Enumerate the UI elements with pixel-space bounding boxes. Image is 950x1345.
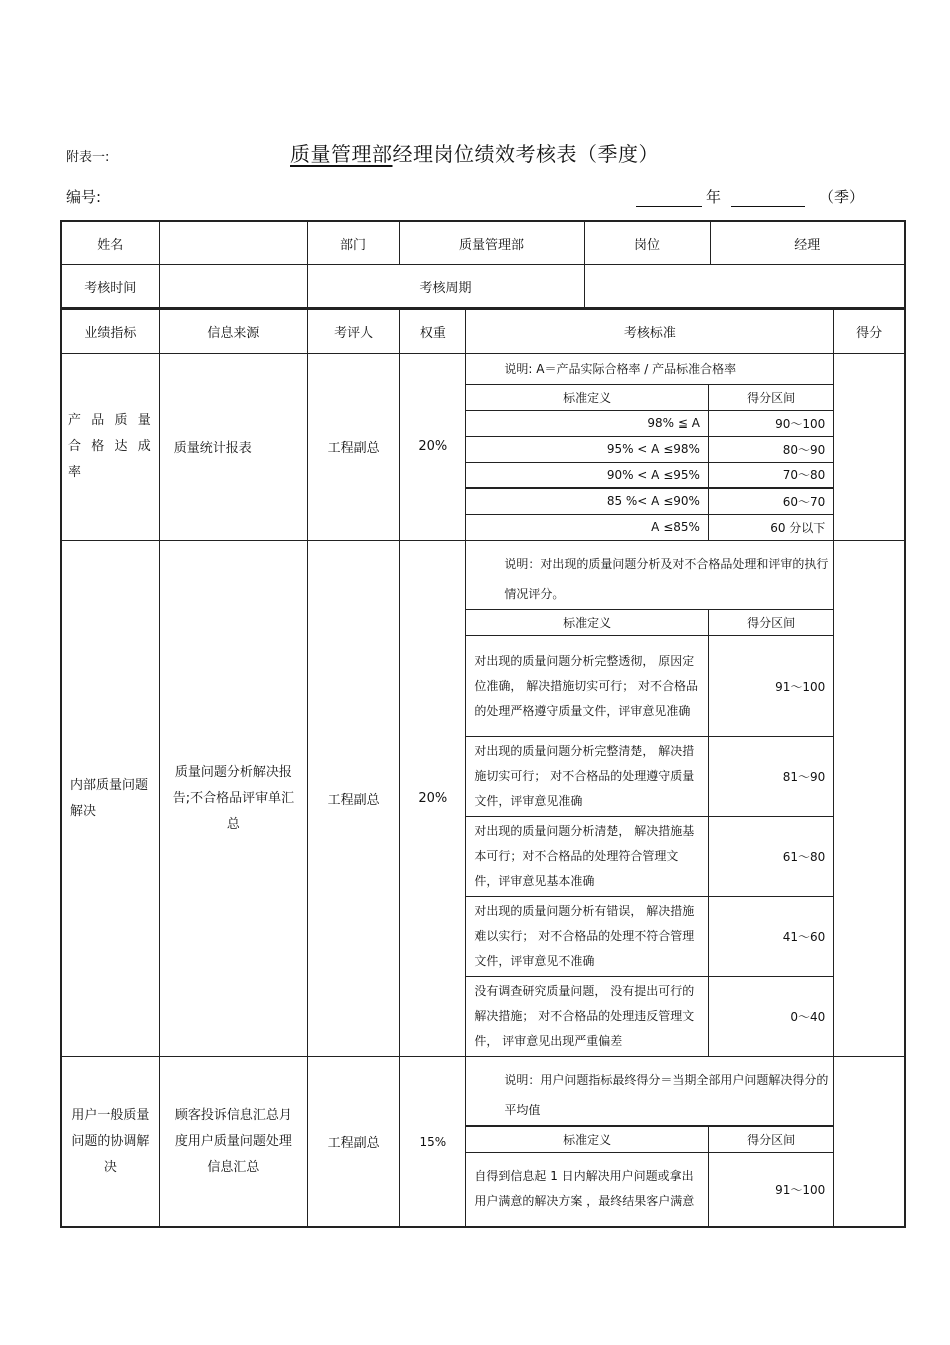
season-blank: [731, 192, 805, 207]
year-blank: [636, 192, 702, 207]
standard-row: [466, 737, 833, 817]
post-label: 岗位: [584, 221, 710, 265]
employee-info-table: [60, 220, 906, 309]
serial-number-label: 编号:: [66, 188, 102, 206]
standard-row: [466, 977, 833, 1057]
page-title: [290, 138, 659, 167]
header-score: 得分: [834, 309, 905, 353]
department-value: 质量管理部: [399, 221, 584, 265]
standard-note: 说明：用户问题指标最终得分＝当期全部用户问题解决得分的平均值: [466, 1057, 833, 1126]
period-line: [636, 186, 864, 207]
score-cell: [834, 1057, 905, 1228]
standard-row: [466, 897, 833, 977]
source-cell: 质量统计报表: [159, 353, 307, 541]
score-cell: [834, 353, 905, 541]
assessment-cycle-label: 考核周期: [307, 265, 584, 309]
indicator-cell: 用户一般质量问题的协调解决: [61, 1057, 159, 1228]
range-cell: 60 分以下: [708, 514, 833, 540]
standard-subtable: [466, 354, 833, 541]
definition-cell: 对出现的质量问题分析完整透彻， 原因定位准确， 解决措施切实可行； 对不合格品的处理严格遵守质量文件，评审意见准确: [466, 636, 708, 737]
weight-cell: 15%: [400, 1057, 466, 1228]
range-cell: 81～90: [708, 737, 833, 817]
definition-cell: 85 %< A ≤90%: [466, 488, 708, 514]
standard-row: [466, 1152, 833, 1226]
range-header: 得分区间: [708, 1126, 833, 1152]
range-cell: 0～40: [708, 977, 833, 1057]
header-source: 信息来源: [159, 309, 307, 353]
range-cell: 90～100: [708, 410, 833, 436]
standard-cell: [466, 541, 834, 1057]
indicator-row-internal-quality: [61, 541, 905, 1057]
standard-cell: [466, 1057, 834, 1228]
standard-cell: [466, 353, 834, 541]
range-cell: 80～90: [708, 436, 833, 462]
name-value: [159, 221, 307, 265]
assessor-cell: 工程副总: [308, 1057, 400, 1228]
definition-cell: A ≤85%: [466, 514, 708, 540]
range-cell: 70～80: [708, 462, 833, 488]
definition-header: 标准定义: [466, 610, 708, 636]
indicator-row-user-quality: [61, 1057, 905, 1228]
indicator-name: 产 品 质 量 合 格 达 成 率: [68, 412, 153, 480]
standard-subtable: [466, 541, 833, 1056]
department-label: 部门: [307, 221, 399, 265]
source-cell: 顾客投诉信息汇总月度用户质量问题处理信息汇总: [159, 1057, 307, 1228]
definition-cell: 没有调查研究质量问题， 没有提出可行的解决措施； 对不合格品的处理违反管理文件， 评审意见出现严重偏差: [466, 977, 708, 1057]
weight-cell: 20%: [400, 541, 466, 1057]
header-standard: 考核标准: [466, 309, 834, 353]
header-weight: 权重: [400, 309, 466, 353]
standard-row: [466, 410, 833, 436]
range-cell: 91～100: [708, 1152, 833, 1226]
range-cell: 91～100: [708, 636, 833, 737]
definition-header: 标准定义: [466, 1126, 708, 1152]
definition-cell: 对出现的质量问题分析清楚， 解决措施基本可行；对不合格品的处理符合管理文件，评审意见基本准确: [466, 817, 708, 897]
definition-cell: 对出现的质量问题分析完整清楚， 解决措施切实可行； 对不合格品的处理遵守质量文件，评审意见准确: [466, 737, 708, 817]
assessment-time-value: [159, 265, 307, 309]
range-header: 得分区间: [708, 384, 833, 410]
definition-cell: 自得到信息起 1 日内解决用户问题或拿出用户满意的解决方案 ，最终结果客户满意: [466, 1152, 708, 1226]
header-indicator: 业绩指标: [61, 309, 159, 353]
standard-row: [466, 462, 833, 488]
definition-cell: 95% < A ≤98%: [466, 436, 708, 462]
definition-header: 标准定义: [466, 384, 708, 410]
assessment-cycle-value: [584, 265, 905, 309]
year-label: 年: [706, 188, 722, 206]
weight-cell: 20%: [400, 353, 466, 541]
definition-cell: 90% < A ≤95%: [466, 462, 708, 488]
range-cell: 61～80: [708, 817, 833, 897]
range-header: 得分区间: [708, 610, 833, 636]
score-cell: [834, 541, 905, 1057]
assessment-time-label: 考核时间: [61, 265, 159, 309]
indicator-cell: 内部质量问题解决: [61, 541, 159, 1057]
standard-subtable: [466, 1057, 833, 1226]
performance-table: [60, 308, 906, 1228]
standard-row: [466, 488, 833, 514]
range-cell: 41～60: [708, 897, 833, 977]
indicator-cell: [61, 353, 159, 541]
standard-note: 说明: A＝产品实际合格率 / 产品标准合格率: [466, 354, 833, 385]
definition-cell: 对出现的质量问题分析有错误， 解决措施难以实行； 对不合格品的处理不符合管理文件，评审意见不准确: [466, 897, 708, 977]
assessor-cell: 工程副总: [308, 541, 400, 1057]
name-label: 姓名: [61, 221, 159, 265]
standard-row: [466, 514, 833, 540]
definition-cell: 98% ≦ A: [466, 410, 708, 436]
appendix-label: 附表一:: [66, 150, 110, 165]
standard-note: 说明：对出现的质量问题分析及对不合格品处理和评审的执行情况评分。: [466, 541, 833, 610]
column-header-row: [61, 309, 905, 353]
season-label: （季）: [819, 188, 865, 206]
title-rest: 经理岗位绩效考核表（季度）: [392, 142, 659, 166]
standard-row: [466, 817, 833, 897]
range-cell: 60～70: [708, 488, 833, 514]
title-department: 质量管理部: [290, 142, 393, 166]
standard-row: [466, 636, 833, 737]
standard-row: [466, 436, 833, 462]
header-assessor: 考评人: [308, 309, 400, 353]
post-value: 经理: [710, 221, 905, 265]
indicator-row-qualification-rate: [61, 353, 905, 541]
source-cell: 质量问题分析解决报告;不合格品评审单汇总: [159, 541, 307, 1057]
assessor-cell: 工程副总: [308, 353, 400, 541]
